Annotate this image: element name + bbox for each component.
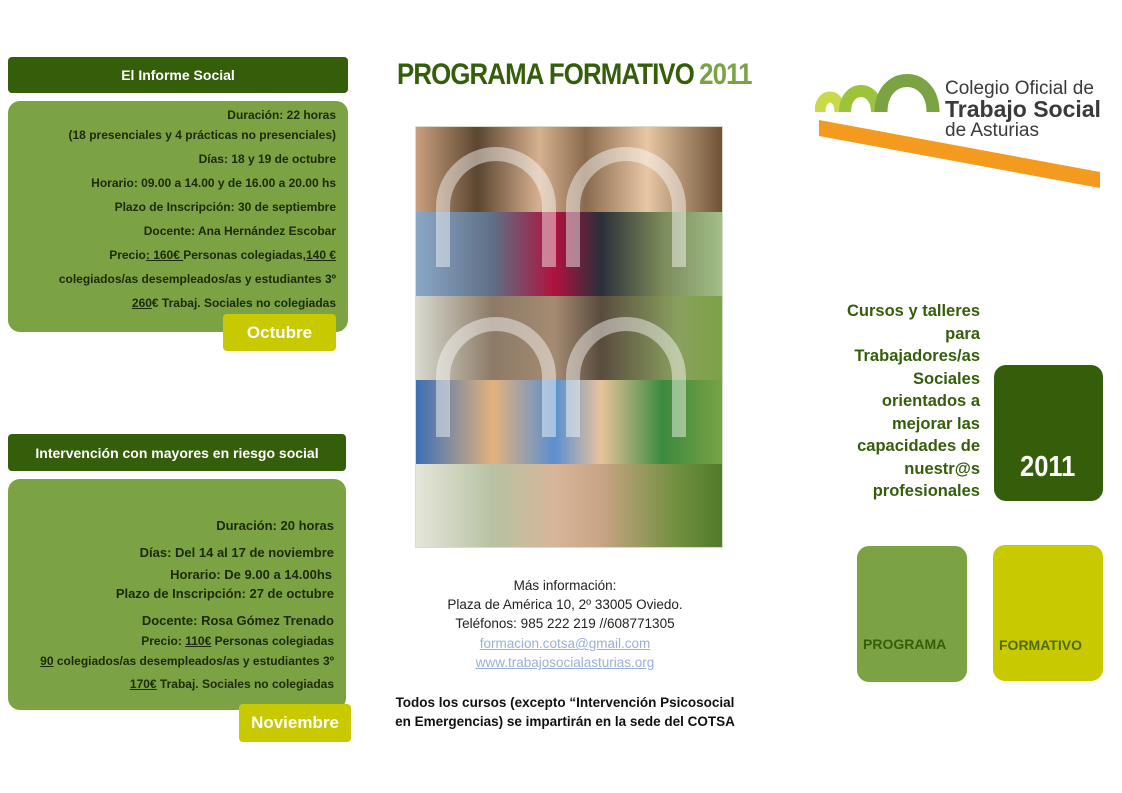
course1-duracion: Duración: 22 horas (227, 108, 336, 122)
tagline-line: Sociales (913, 369, 980, 388)
course1-precio-line2: colegiados/as desempleados/as y estudiantes 3º (58, 272, 336, 286)
tagline-line: Cursos y talleres (847, 302, 980, 320)
info-heading: Más información: (513, 578, 617, 593)
logo-line1: Colegio Oficial de (945, 78, 1094, 99)
course2-docente: Docente: Rosa Gómez Trenado (141, 613, 334, 628)
course2-card (8, 479, 346, 710)
info-phones: Teléfonos: 985 222 219 //608771305 (455, 616, 675, 631)
course2-header (8, 434, 346, 471)
course2-duracion: Duración: 20 horas (216, 518, 334, 533)
course1-horario: Horario: 09.00 a 14.00 y de 16.00 a 20.00 hs (91, 176, 336, 190)
course2-month-label: Noviembre (251, 713, 339, 732)
formativo-tile-text: FORMATIVO (999, 637, 1082, 653)
tagline-line: orientados a (881, 392, 980, 410)
course2-precio-line3: 170€ Trabaj. Sociales no colegiadas (129, 677, 334, 691)
year-tile-text: 2011 (1020, 451, 1076, 483)
tagline-line: Trabajadores/as (854, 347, 980, 365)
formativo-tile (993, 545, 1103, 681)
info-email-row (395, 636, 735, 651)
logo-arch-large (881, 81, 933, 113)
collage-arch-decor (436, 147, 556, 267)
logo-arch-mid (845, 91, 877, 112)
course2-horario: Horario: De 9.00 a 14.00hs (170, 567, 332, 582)
course1-card (8, 101, 348, 332)
logo-arch-small (820, 97, 840, 112)
course1-header (8, 57, 348, 93)
photo-strip-elder-woman (416, 464, 723, 548)
info-web-row (395, 655, 735, 670)
course2-precio-line2: 90 colegiados/as desempleados/as y estudiantes 3º (40, 654, 334, 668)
course2-plazo: Plazo de Inscripción: 27 de octubre (115, 586, 334, 601)
programa-tile-text: PROGRAMA (863, 636, 947, 652)
tagline-line: nuestr@s (904, 459, 980, 478)
programa-tile (857, 546, 967, 682)
course1-month-label: Octubre (246, 322, 313, 342)
info-address: Plaza de América 10, 2º 33005 Oviedo. (447, 597, 683, 612)
tagline-line: mejorar las (891, 414, 980, 433)
tagline-line: capacidades de (857, 437, 980, 455)
title-main: PROGRAMA FORMATIVO (397, 58, 694, 91)
venue-note: Todos los cursos (excepto “Intervención Psicosocial en Emergencias) se impartirán en la sede del COTSA (395, 695, 735, 729)
course1-dias: Días: 18 y 19 de octubre (198, 152, 336, 166)
collage-arch-decor (436, 317, 556, 437)
course1-header-text: El Informe Social (121, 67, 235, 83)
email-link[interactable]: formacion.cotsa@gmail.com (479, 636, 651, 651)
website-link[interactable]: www.trabajosocialasturias.org (475, 655, 655, 670)
course2-month-button[interactable] (239, 704, 351, 742)
logo-line3: de Asturias (945, 120, 1039, 141)
collage-arch-decor (566, 147, 686, 267)
page-title (397, 58, 752, 92)
course2-dias: Días: Del 14 al 17 de noviembre (139, 545, 334, 560)
course1-duracion-detail: (18 presenciales y 4 prácticas no presenciales) (68, 128, 336, 142)
course2-header-text: Intervención con mayores en riesgo social (35, 444, 319, 461)
logo-line2: Trabajo Social (945, 96, 1101, 122)
photo-collage (415, 126, 723, 548)
collage-arch-decor (566, 317, 686, 437)
course1-precio: Precio: 160€ Personas colegiadas,140 € (109, 248, 336, 262)
tagline-line: para (945, 324, 980, 343)
course1-plazo: Plazo de Inscripción: 30 de septiembre (114, 200, 336, 214)
course1-month-button[interactable] (223, 314, 336, 351)
course1-precio-line3: 260€ Trabaj. Sociales no colegiadas (131, 296, 336, 310)
course1-docente: Docente: Ana Hernández Escobar (143, 224, 336, 238)
course2-precio: Precio: 110€ Personas colegiadas (141, 634, 334, 648)
tagline-line: profesionales (872, 482, 980, 500)
title-year: 2011 (699, 58, 752, 91)
year-tile (994, 365, 1103, 501)
tagline (820, 300, 980, 503)
